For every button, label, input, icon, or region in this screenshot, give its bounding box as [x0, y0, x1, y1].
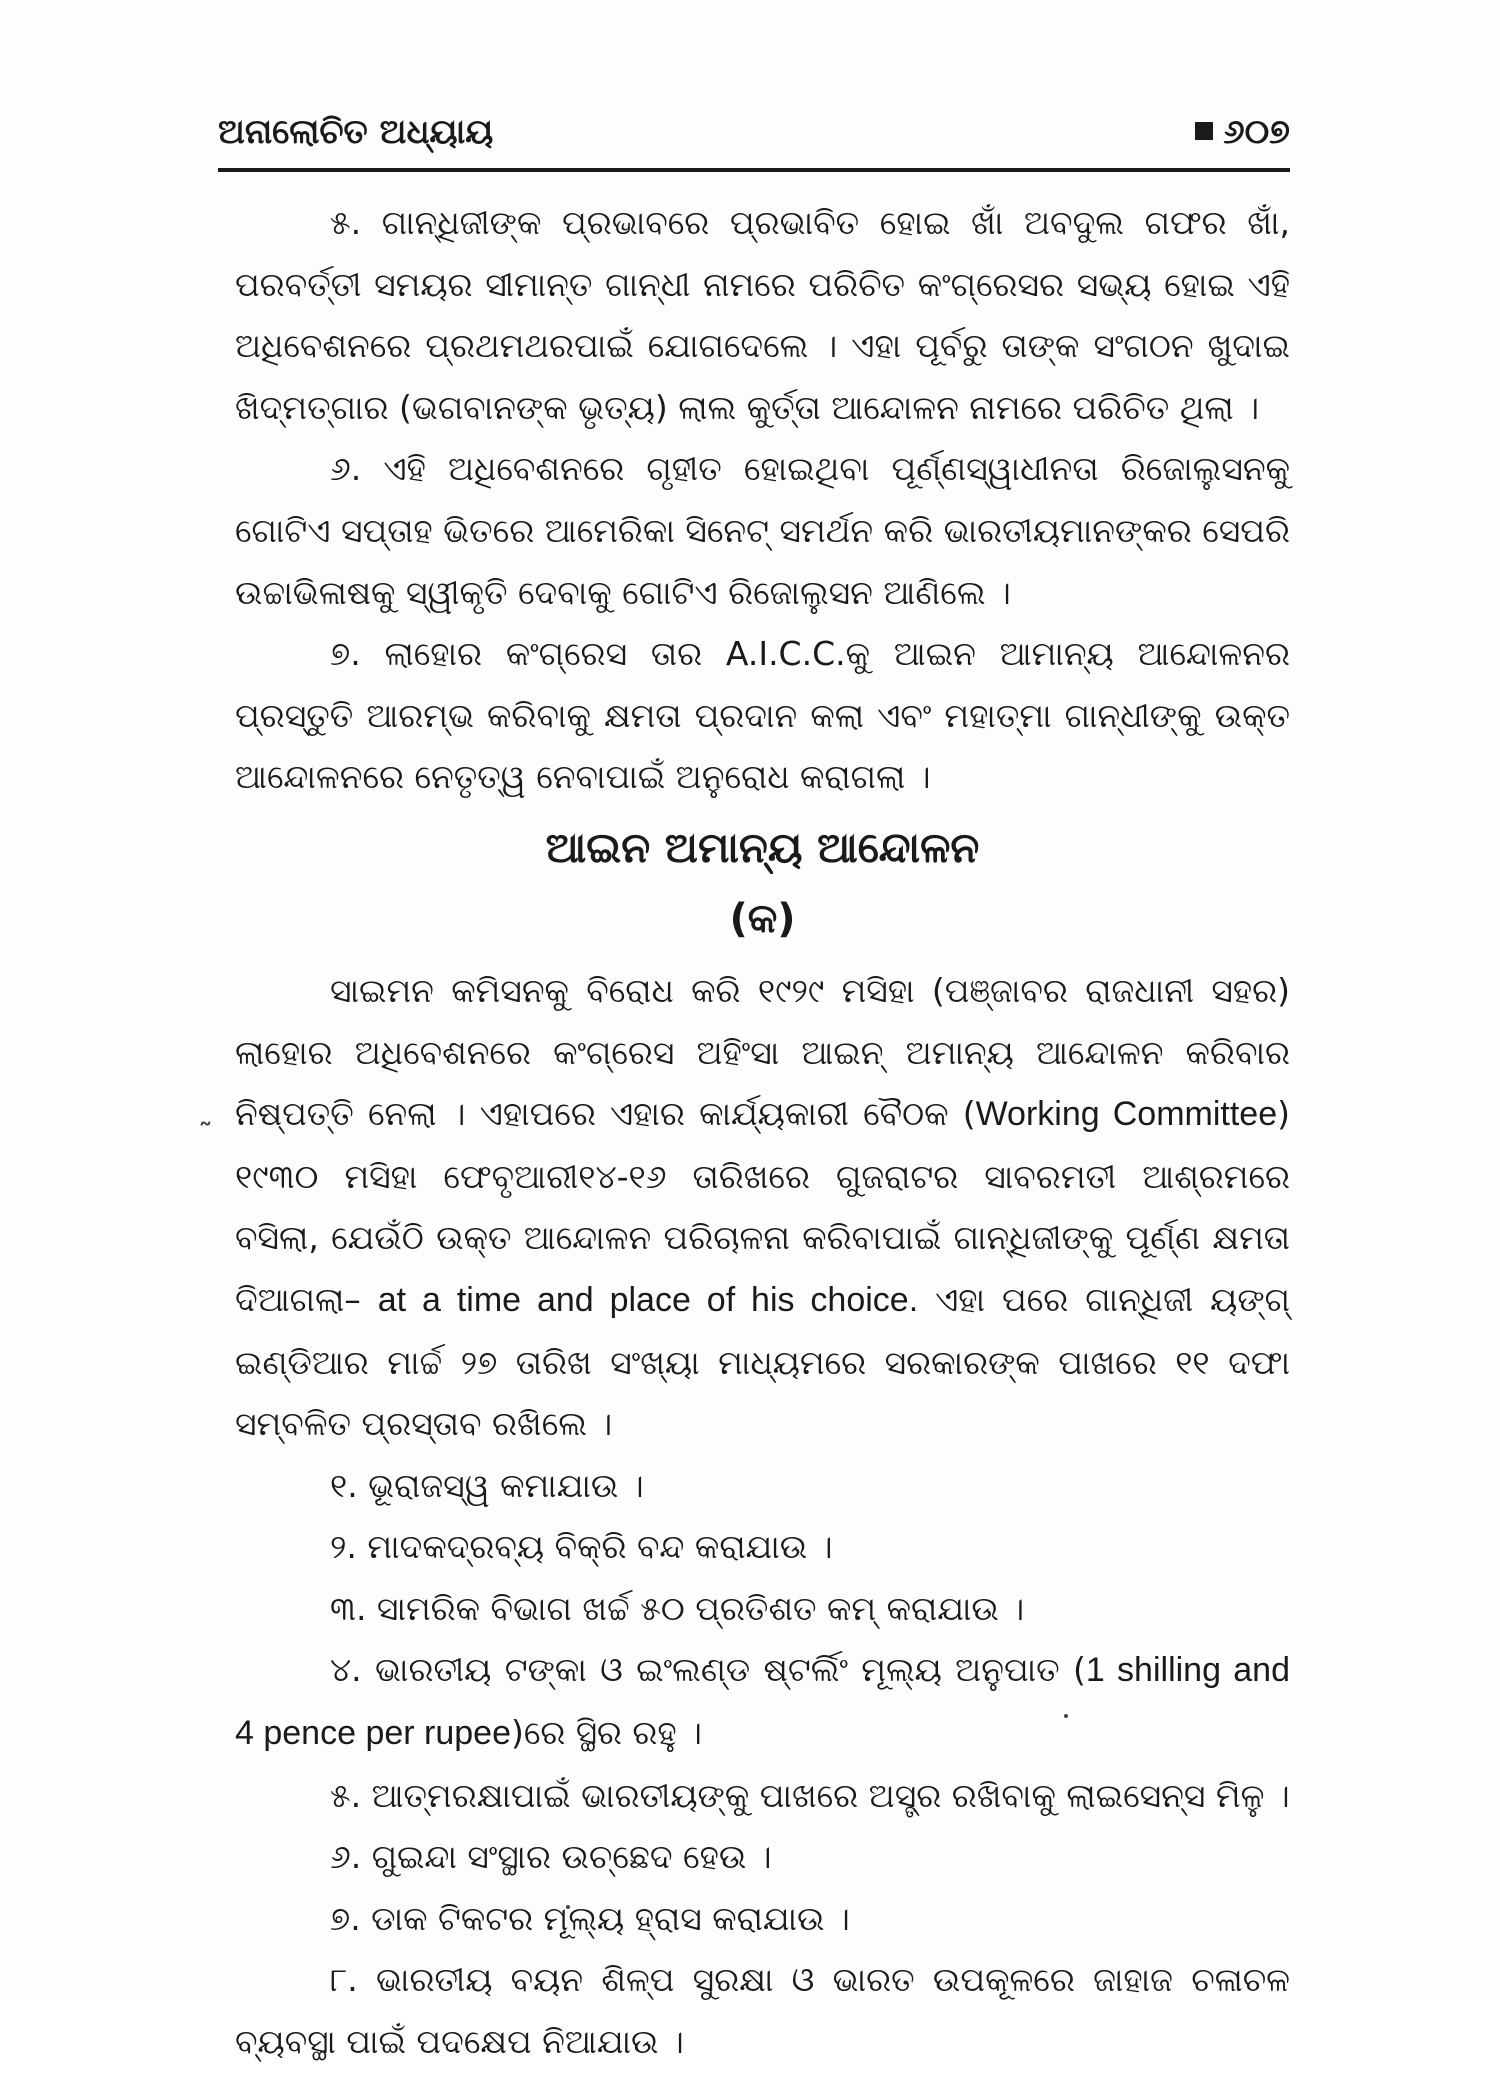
main-text-c: ଏହା ପରେ ଗାନ୍ଧିଜୀ ୟଙ୍ଗ୍ ଇଣ୍ଡିଆର ମାର୍ଚ୍ଚ ୨୭ ତାରିଖ ସଂଖ୍ୟା ମାଧ୍ୟମରେ ସରକାରଙ୍କ ପାଖରେ ୧୧ ଦଫା ସମ୍ବଳିତ ପ୍ରସ୍ତାବ ରଖିଲେ ।	[235, 1279, 1290, 1444]
demand-item-6: ୬. ଗୁଇନ୍ଦା ସଂସ୍ଥାର ଉଚ୍ଛେଦ ହେଉ ।	[330, 1837, 772, 1877]
demand-item-4	[235, 1639, 1290, 1764]
paragraph-5: ୫. ଗାନ୍ଧିଜୀଙ୍କ ପ୍ରଭାବରେ ପ୍ରଭାବିତ ହୋଇ ଖାଁ ଅବଦୁଲ ଗଫର ଖାଁ, ପରବର୍ତ୍ତୀ ସମୟର ସୀମାନ୍ତ ଗାନ୍ଧୀ ନାମରେ ପରିଚିତ କଂଗ୍ରେସର ସଭ୍ୟ ହୋଇ ଏହି ଅଧିବେଶନରେ ପ୍ରଥମଥରପାଇଁ ଯୋଗଦେଲେ । ଏହା ପୂର୍ବରୁ ତାଙ୍କ ସଂଗଠନ ଖୁଦାଇ ଖିଦ୍‌ମତ୍‌ଗାର (ଭଗବାନଙ୍କ ଭୃତ୍ୟ) ଲାଲ କୁର୍ତ୍ତା ଆନ୍ଦୋଳନ ନାମରେ ପରିଚିତ ଥିଲା ।	[235, 203, 1290, 427]
demand-item-1: ୧. ଭୂରାଜସ୍ୱ କମାଯାଉ ।	[330, 1465, 644, 1505]
section-heading: ଆଇନ ଅମାନ୍ୟ ଆନ୍ଦୋଳନ	[545, 822, 980, 872]
page-number-text: ୬୦୭	[1223, 112, 1290, 152]
running-title: ଅନାଲୋଚିତ ଅଧ୍ୟାୟ	[218, 112, 494, 152]
main-paragraph	[235, 960, 1290, 1455]
section-subheading: (କ)	[729, 895, 796, 942]
header-rule	[218, 168, 1290, 172]
main-text-b: ) ୧୯୩୦ ମସିହା ଫେବୃଆରୀ୧୪-୧୬ ତାରିଖରେ ଗୁଜରାଟର ସାବରମତୀ ଆଶ୍ରମରେ ବସିଲା, ଯେଉଁଠି ଉକ୍ତ ଆନ୍ଦୋଳନ ପରିଚାଳନା କରିବାପାଇଁ ଗାନ୍ଧିଜୀଙ୍କୁ ପୂର୍ଣ୍ଣ କ୍ଷମତା ଦିଆଗଲା–	[235, 1094, 1290, 1319]
working-committee-text: Working Committee	[975, 1095, 1278, 1134]
demand-4-text-b: )ରେ ସ୍ଥିର ରହୁ ।	[510, 1713, 703, 1753]
square-bullet-icon	[1195, 122, 1213, 140]
margin-mark: ˜	[198, 1118, 213, 1153]
main-text-a: ସାଇମନ କମିସନକୁ ବିରୋଧ କରି ୧୯୨୯ ମସିହା (ପଞ୍ଜାବର ରାଜଧାନୀ ସହର) ଲାହୋର ଅଧିବେଶନରେ କଂଗ୍ରେସ ଅହିଂସା ଆଇନ୍ ଅମାନ୍ୟ ଆନ୍ଦୋଳନ କରିବାର ନିଷ୍ପତ୍ତି ନେଲା । ଏହାପରେ ଏହାର କାର୍ଯ୍ୟକାରୀ ବୈଠକ (	[235, 970, 1290, 1134]
page-number	[1195, 112, 1290, 152]
demand-item-7: ୭. ଡାକ ଟିକଟର ମୂଲ୍ୟ ହ୍ରାସ କରାଯାଉ ।	[330, 1898, 850, 1938]
demand-4-text-a: ୪. ଭାରତୀୟ ଟଙ୍କା ଓ ଇଂଲଣ୍ଡ ଷ୍ଟର୍ଲିଂ ମୂଲ୍ୟ ଅନୁପାତ (	[330, 1650, 1086, 1690]
shilling-ratio-text: 1 shilling and 4 pence per rupee	[235, 1651, 1290, 1753]
page-body	[235, 192, 1290, 2073]
demand-item-2: ୨. ମାଦକଦ୍ରବ୍ୟ ବିକ୍ରି ବନ୍ଦ କରାଯାଉ ।	[330, 1527, 833, 1567]
demand-item-5: ୫. ଆତ୍ମରକ୍ଷାପାଇଁ ଭାରତୀୟଙ୍କୁ ପାଖରେ ଅସ୍ତ୍ର ରଖିବାକୁ ଲାଇସେନ୍‌ସ ମିଳୁ ।	[330, 1775, 1290, 1815]
paragraph-6: ୬. ଏହି ଅଧିବେଶନରେ ଗୃହୀତ ହୋଇଥିବା ପୂର୍ଣ୍ଣସ୍ୱାଧୀନତା ରିଜୋଲୁସନକୁ ଗୋଟିଏ ସପ୍ତାହ ଭିତରେ ଆମେରିକା ସିନେଟ୍ ସମର୍ଥନ କରି ଭାରତୀୟମାନଙ୍କର ସେପରି ଉଚ୍ଚାଭିଳାଷକୁ ସ୍ୱୀକୃତି ଦେବାକୁ ଗୋଟିଏ ରିଜୋଲୁସନ ଆଣିଲେ ।	[235, 449, 1290, 612]
demand-item-3: ୩. ସାମରିକ ବିଭାଗ ଖର୍ଚ୍ଚ ୫୦ ପ୍ରତିଶତ କମ୍ କରାଯାଉ ।	[330, 1588, 1025, 1628]
paragraph-7: ୭. ଲାହୋର କଂଗ୍ରେସ ତାର A.I.C.C.କୁ ଆଇନ ଆମାନ୍ୟ ଆନ୍ଦୋଳନର ପ୍ରସ୍ତୁତି ଆରମ୍ଭ କରିବାକୁ କ୍ଷମତା ପ୍ରଦାନ କଲା ଏବଂ ମହାତ୍ମା ଗାନ୍ଧୀଙ୍କୁ ଉକ୍ତ ଆନ୍ଦୋଳନରେ ନେତୃତ୍ୱ ନେବାପାଇଁ ଅନୁରୋଧ କରାଗଲା ।	[235, 634, 1290, 797]
choice-quote: at a time and place of his choice.	[377, 1280, 919, 1319]
page-header	[218, 108, 1290, 168]
demand-item-8: ୮. ଭାରତୀୟ ବୟନ ଶିଳ୍ପ ସୁରକ୍ଷା ଓ ଭାରତ ଉପକୂଳରେ ଜାହାଜ ଚଳାଚଳ ବ୍ୟବସ୍ଥା ପାଇଁ ପଦକ୍ଷେପ ନିଆଯାଉ ।	[235, 1960, 1290, 2062]
